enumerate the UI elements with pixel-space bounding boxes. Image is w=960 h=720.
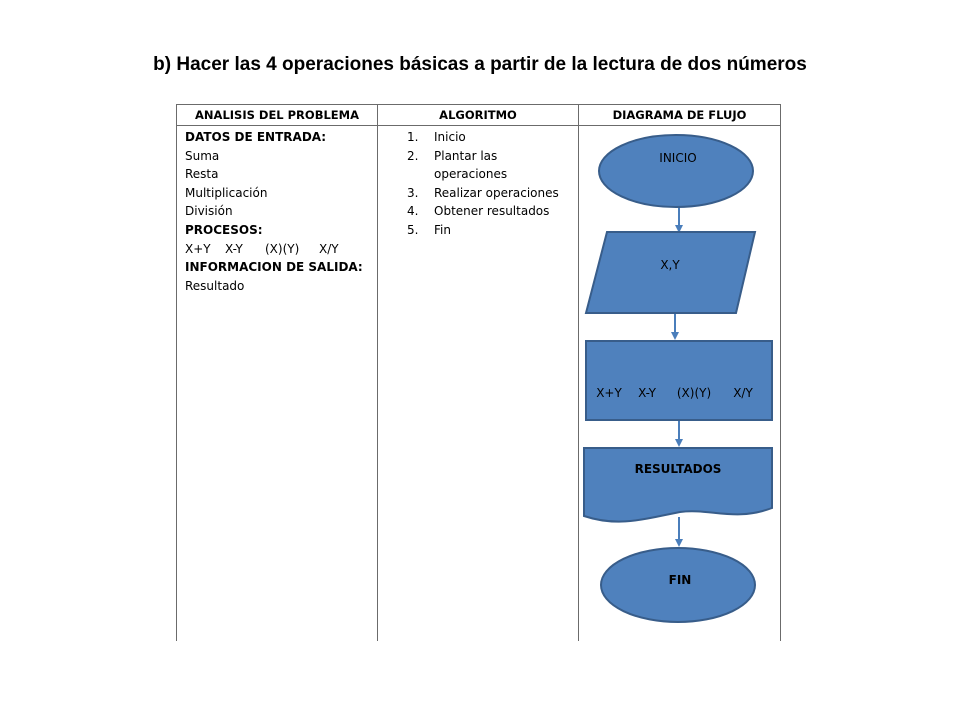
slide-title: b) Hacer las 4 operaciones básicas a partir de la lectura de dos números <box>153 54 807 75</box>
input-parallelogram <box>586 232 755 313</box>
step-number: 1. <box>407 130 419 144</box>
process-item: X/Y <box>319 241 339 256</box>
start-label: INICIO <box>659 151 697 165</box>
input-item: Suma <box>185 148 220 163</box>
process-item: X-Y <box>225 241 243 256</box>
process-op: X-Y <box>638 386 656 400</box>
input-item: Multiplicación <box>185 185 268 200</box>
process-op: (X)(Y) <box>676 386 712 400</box>
input-item: División <box>185 204 233 219</box>
step-text: Fin <box>434 222 451 237</box>
header-flowchart: DIAGRAMA DE FLUJO <box>612 108 747 122</box>
step-number: 3. <box>407 185 419 200</box>
input-label: X,Y <box>660 258 680 272</box>
step-number: 2. <box>407 148 419 163</box>
header-analysis: ANALISIS DEL PROBLEMA <box>195 108 359 122</box>
step-text: Obtener resultados <box>434 204 550 219</box>
input-item: Resta <box>185 167 219 182</box>
output-item: Resultado <box>185 278 245 293</box>
output-label: RESULTADOS <box>634 462 722 476</box>
output-heading: INFORMACION DE SALIDA: <box>185 260 363 275</box>
step-number: 5. <box>407 222 419 237</box>
start-terminal <box>599 135 753 207</box>
step-text: Plantar las operaciones <box>434 148 508 182</box>
output-document <box>584 448 772 522</box>
process-op: X+Y <box>596 386 622 400</box>
step-text: Realizar operaciones <box>434 185 559 200</box>
step-number: 4. <box>407 204 419 219</box>
end-label: FIN <box>668 573 692 587</box>
process-item: X+Y <box>185 241 211 256</box>
header-algorithm: ALGORITMO <box>439 108 517 122</box>
process-op: X/Y <box>733 386 753 400</box>
step-text: Inicio <box>434 130 466 144</box>
process-item: (X)(Y) <box>265 241 300 256</box>
process-rectangle <box>586 341 772 420</box>
input-heading: DATOS DE ENTRADA: <box>185 130 327 144</box>
process-heading: PROCESOS: <box>185 222 263 237</box>
